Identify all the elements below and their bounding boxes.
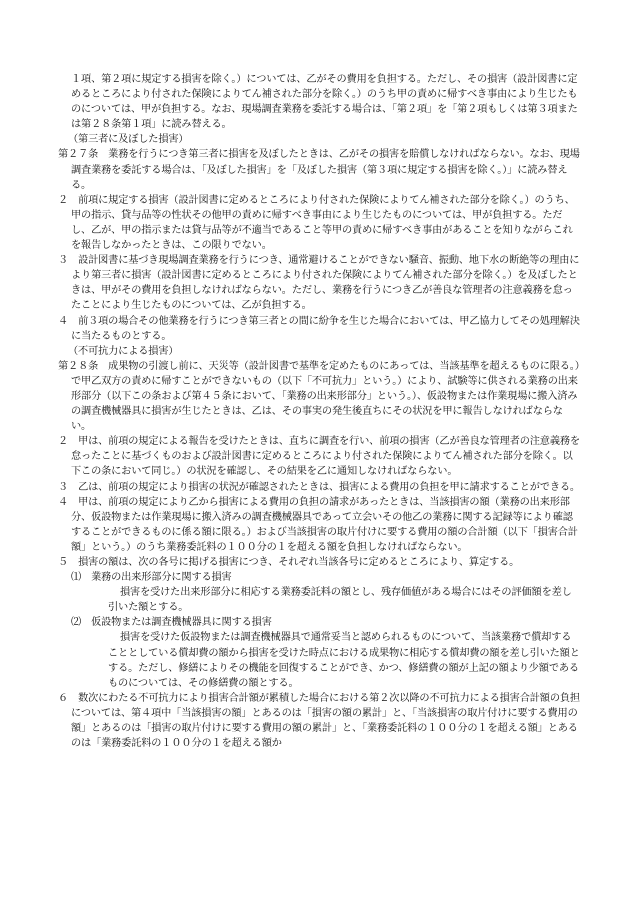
article-27-paragraph-3: ３ 設計図書に基づき現場調査業務を行うにつき、通常避けることができない騒音、振動、地下水の断絶等の理由により第三者に損害（設計図書に定めるところにより付された保険によりてん補された部分を除く。）を及ぼしたときは、甲がその費用を負担しなければならない。ただし、業務を行うにつき乙が善良な管理者の注意義務を怠ったことにより生じたものについては、乙が負担する。 bbox=[58, 255, 580, 312]
article-caption-force-majeure: （不可抗力による損害） bbox=[68, 345, 179, 357]
article-28-paragraph-2: ２ 甲は、前項の規定による報告を受けたときは、直ちに調査を行い、前項の損害（乙が善良な管理者の注意義務を怠ったことに基づくものおよび設計図書に定めるところにより付された保険によりてん補された部分を除く。以下この条において同じ。）の状況を確認し、その結果を乙に通知しなければならない。 bbox=[58, 436, 580, 478]
article-28-paragraph-5: ５ 損害の額は、次の各号に掲げる損害につき、それぞれ当該各号に定めるところにより、算定する。 bbox=[58, 557, 520, 568]
article-caption-third-party-damage: （第三者に及ぼした損害） bbox=[68, 134, 189, 146]
article-28-paragraph-4: ４ 甲は、前項の規定により乙から損害による費用の負担の請求があったときは、当該損害の額（業務の出来形部分、仮設物または作業現場に搬入済みの調査機械器具であって立会いその他乙の業務に関する記録等により確認することができるものに係る額に限る。）および当該損害の取片付けに要する費用の額の合計額（以下「損害合計額」という。）のうち業務委託料の１００分の１を超える額を負担しなければならない。 bbox=[58, 496, 578, 553]
subitem-1-body: 損害を受けた出来形部分に相応する業務委託料の額とし、残存価値がある場合にはその評価額を差し引いた額とする。 bbox=[108, 587, 572, 614]
subitem-1-heading: ⑴ 業務の出来形部分に関する損害 bbox=[71, 572, 232, 584]
article-27-paragraph-4: ４ 前３項の場合その他業務を行うにつき第三者との間に紛争を生じた場合においては、甲乙協力してその処理解決に当たるものとする。 bbox=[58, 315, 580, 342]
article-28-paragraph-6: ６ 数次にわたる不可抗力により損害合計額が累積した場合における第２次以降の不可抗力による損害合計額の負担については、第４項中「当該損害の額」とあるのは「損害の額の累計」と、「当該損害の取片付けに要する費用の額」とあるのは「損害の取片付けに要する費用の額の累計」と、「業務委託料の１００分の１を超える額」とあるのは「業務委託料の１００分の１を超える額か bbox=[58, 692, 580, 750]
article-28-paragraph-3: ３ 乙は、前項の規定により損害の状況が確認されたときは、損害による費用の負担を甲に請求することができる。 bbox=[58, 481, 580, 493]
paragraph-continuation: １項、第２項に規定する損害を除く。）については、乙がその費用を負担する。ただし、その損害（設計図書に定めるところにより付された保険によりてん補された部分を除く。）のうち甲の責めに帰すべき事由により生じたものについては、甲が負担する。なお、現場調査業務を委託する場合は、「第２項」を「第２項もしくは第３項または第２８条第１項」に読み替える。 bbox=[71, 74, 578, 131]
subitem-2-body: 損害を受けた仮設物または調査機械器具で通常妥当と認められるものについて、当該業務で償却することとしている償却費の額から損害を受けた時点における成果物に相応する償却費の額を差し引いた額とする。ただし、修繕によりその機能を回復することができ、かつ、修繕費の額が上記の額より少額であるものについては、その修繕費の額とする。 bbox=[108, 632, 580, 689]
article-27-paragraph-2: ２ 前項に規定する損害（設計図書に定めるところにより付された保険によりてん補された部分を除く。）のうち、甲の指示、貸与品等の性状その他甲の責めに帰すべき事由により生じたものについては、甲が負担する。ただし、乙が、甲の指示または貸与品等が不適当であること等甲の責めに帰すべき事由があることを知りながらこれを報告しなかったときは、この限りでない。 bbox=[58, 194, 575, 252]
subitem-2-heading: ⑵ 仮設物または調査機械器具に関する損害 bbox=[71, 617, 272, 629]
document-body bbox=[58, 72, 580, 751]
article-28: 第２８条 成果物の引渡し前に、天災等（設計図書で基準を定めたものにあっては、当該基準を超えるものに限る。）で甲乙双方の責めに帰すことができないもの（以下「不可抗力」という。）により、試験等に供される業務の出来形部分（以下この条および第４５条において、「業務の出来形部分」という。）、仮設物または作業現場に搬入済みの調査機械器具に損害が生じたときは、乙は、その事実の発生後直ちにその状況を甲に報告しなければならない。 bbox=[58, 360, 580, 433]
article-27: 第２７条 業務を行うにつき第三者に損害を及ぼしたときは、乙がその損害を賠償しなければならない。なお、現場調査業務を委託する場合は、「及ぼした損害」を「及ぼした損害（第３項に規定する損害を除く。）」に読み替える。 bbox=[58, 149, 580, 191]
